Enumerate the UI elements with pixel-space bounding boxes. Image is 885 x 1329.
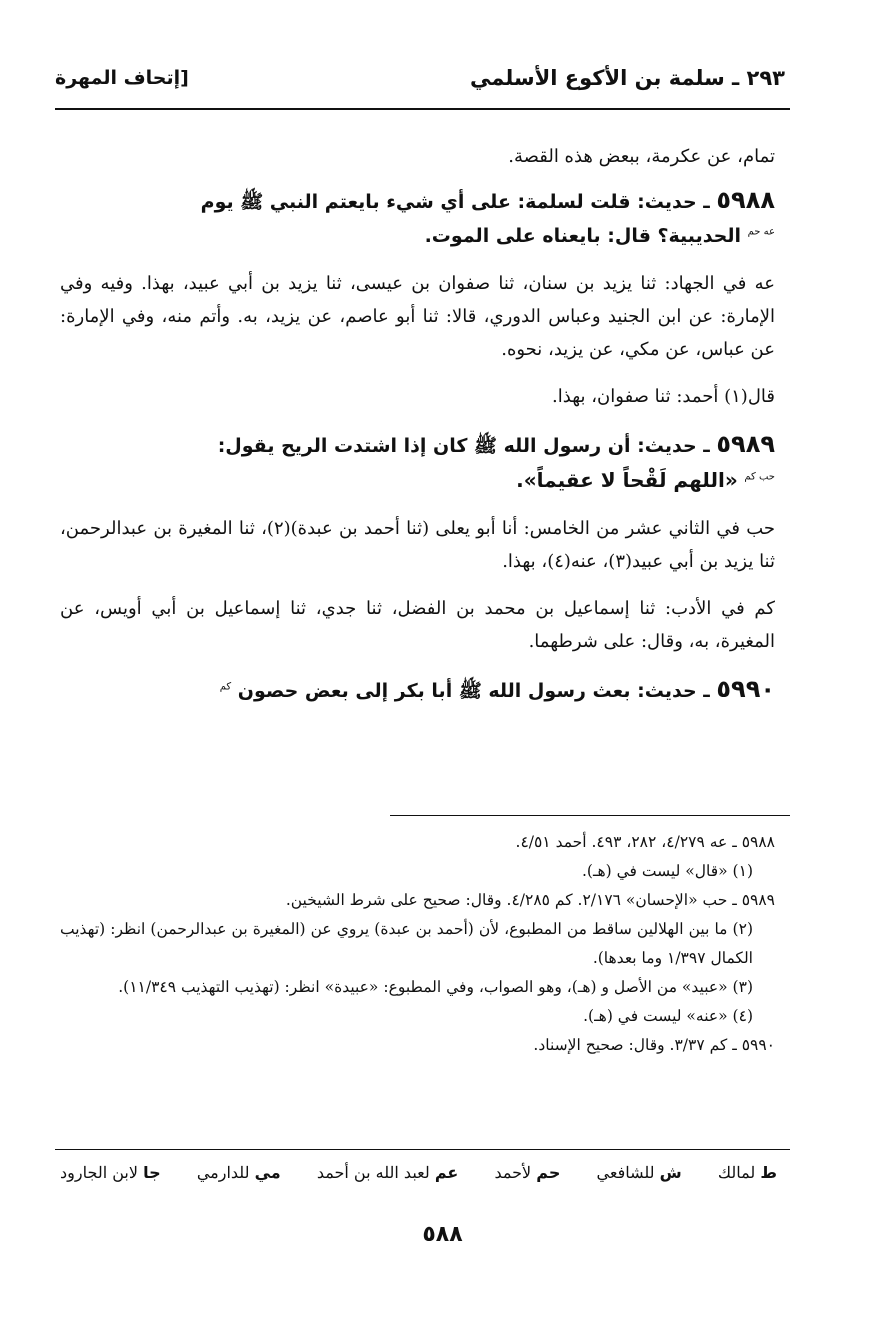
hadith-number: ٥٩٨٩ bbox=[716, 430, 775, 458]
footnote: (٤) «عنه» ليست في (هـ). bbox=[583, 1007, 753, 1025]
isnad-paragraph: قال(١) أحمد: ثنا صفوان، بهذا. bbox=[552, 386, 775, 407]
hadith-text-continued: الحديبية؟ قال: بايعناه على الموت. bbox=[424, 225, 742, 247]
hadith-text: ـ حديث: قلت لسلمة: على أي شيء بايعتم النبي ﷺ يوم bbox=[200, 191, 710, 213]
running-header bbox=[55, 58, 785, 98]
main-text bbox=[60, 140, 775, 722]
isnad-paragraph: حب في الثاني عشر من الخامس: أنا أبو يعلى (ثنا أحمد بن عبدة)(٢)، ثنا المغيرة بن عبدالرحمن، ثنا يزيد بن أبي عبيد(٣)، عنه(٤)، بهذا. bbox=[60, 518, 775, 572]
key-name: لمالك bbox=[717, 1163, 756, 1182]
isnad-paragraph: كم في الأدب: ثنا إسماعيل بن محمد بن الفضل، ثنا جدي، ثنا إسماعيل بن أبي أويس، عن المغيرة، به، وقال: على شرطهما. bbox=[60, 598, 775, 652]
footnote: ٥٩٨٩ ـ حب «الإحسان» ٢/١٧٦. كم ٤/٢٨٥. وقال: صحيح على شرط الشيخين. bbox=[285, 891, 775, 909]
key-abbr: عم bbox=[434, 1163, 459, 1182]
page-number: ٥٨٨ bbox=[422, 1222, 463, 1247]
hadith-text: ـ حديث: أن رسول الله ﷺ كان إذا اشتدت الريح يقول: bbox=[217, 435, 710, 457]
key-item bbox=[495, 1163, 561, 1182]
isnad-paragraph: عه في الجهاد: ثنا يزيد بن سنان، ثنا صفوان بن عيسى، ثنا يزيد بن أبي عبيد، بهذا. وفيه وفي الإمارة: عن ابن الجنيد وعباس الدوري، قالا: ثنا أبو عاصم، عن يزيد، به. وأتم منه، وفي الإمارة: عن عباس، عن مكي، عن يزيد، نحوه. bbox=[60, 273, 775, 360]
hadith-5989 bbox=[60, 427, 775, 498]
key-abbr: مي bbox=[254, 1163, 281, 1182]
footnote: (١) «قال» ليست في (هـ). bbox=[581, 862, 753, 880]
key-name: لابن الجارود bbox=[60, 1163, 138, 1182]
key-name: للشافعي bbox=[596, 1163, 655, 1182]
key-item bbox=[197, 1163, 281, 1182]
key-item bbox=[317, 1163, 458, 1182]
continuation-text: تمام، عن عكرمة، ببعض هذه القصة. bbox=[508, 146, 775, 167]
key-name: لأحمد bbox=[494, 1163, 532, 1182]
footnote: (٢) ما بين الهلالين ساقط من المطبوع، لأن (أحمد بن عبدة) يروي عن (المغيرة بن عبدالرحمن) انظر: (تهذيب الكمال ١/٣٩٧ وما بعدها). bbox=[60, 920, 753, 967]
key-name: لعبد الله بن أحمد bbox=[316, 1163, 430, 1182]
footnote: (٣) «عبيد» من الأصل و (هـ)، وهو الصواب، وفي المطبوع: «عبيدة» انظر: (تهذيب التهذيب ١١/٣٤٩). bbox=[118, 978, 753, 996]
hadith-number: ٥٩٩٠ bbox=[716, 675, 775, 703]
header-rule bbox=[55, 108, 790, 110]
key-item bbox=[718, 1163, 777, 1182]
footnotes bbox=[60, 828, 775, 1060]
footnote: ٥٩٨٨ ـ عه ٤/٢٧٩، ٢٨٢، ٤٩٣. أحمد ٤/٥١. bbox=[515, 833, 775, 851]
abbreviation-key bbox=[60, 1163, 777, 1182]
key-abbr: جا bbox=[143, 1163, 161, 1182]
source-tag: كم bbox=[219, 681, 232, 693]
hadith-5990 bbox=[60, 672, 775, 708]
chapter-title: ٢٩٣ ـ سلمة بن الأكوع الأسلمي bbox=[470, 66, 785, 90]
footnote: ٥٩٩٠ ـ كم ٣/٣٧. وقال: صحيح الإسناد. bbox=[533, 1036, 775, 1054]
key-abbr: ش bbox=[659, 1163, 682, 1182]
hadith-text-continued: «اللهم لَقْحاً لا عقيماً». bbox=[516, 468, 738, 492]
hadith-text: ـ حديث: بعث رسول الله ﷺ أبا بكر إلى بعض حصون bbox=[237, 680, 710, 702]
source-tag: عه حم bbox=[747, 226, 775, 238]
footnote-separator bbox=[390, 815, 790, 816]
hadith-5988 bbox=[60, 183, 775, 253]
key-abbr: ط bbox=[760, 1163, 777, 1182]
key-name: للدارمي bbox=[196, 1163, 250, 1182]
hadith-number: ٥٩٨٨ bbox=[716, 186, 775, 214]
key-item bbox=[60, 1163, 161, 1182]
key-separator bbox=[55, 1149, 790, 1150]
key-abbr: حم bbox=[536, 1163, 561, 1182]
source-tag: حب كم bbox=[744, 471, 775, 483]
key-item bbox=[597, 1163, 682, 1182]
book-title: [إتحاف المهرة bbox=[55, 67, 189, 89]
